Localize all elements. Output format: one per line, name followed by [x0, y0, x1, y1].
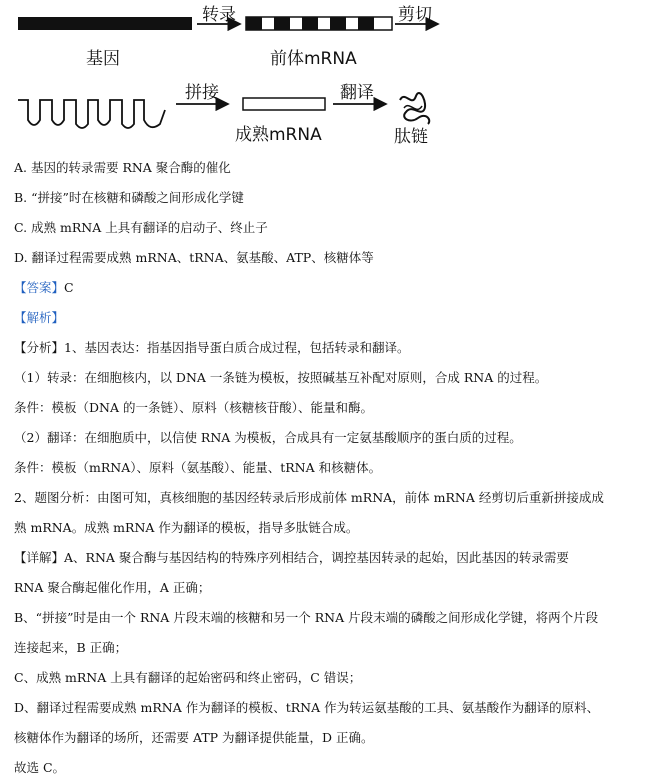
- paragraph-line: RNA 聚合酶起催化作用，A 正确；: [14, 580, 211, 595]
- label-mature-mrna: 成熟mRNA: [235, 125, 322, 145]
- label-splicing: 拼接: [185, 83, 219, 103]
- paragraph-line: D、翻译过程需要成熟 mRNA 作为翻译的模板、tRNA 作为转运氨基酸的工具、氨基酸作为翻译的原料、: [14, 700, 600, 715]
- paragraph-line: （2）翻译：在细胞质中，以信使 RNA 为模板，合成具有一定氨基酸顺序的蛋白质的过程。: [14, 430, 522, 445]
- option-c: C. 成熟 mRNA 上具有翻译的启动子、终止子: [14, 220, 268, 235]
- option-b: B. “拼接”时在核糖和磷酸之间形成化学键: [14, 190, 244, 205]
- paragraph-line: B、“拼接”时是由一个 RNA 片段末端的核糖和另一个 RNA 片段末端的磷酸之间形成化学键，将两个片段: [14, 610, 599, 625]
- splicing-loops: [18, 100, 165, 128]
- option-a: A. 基因的转录需要 RNA 聚合酶的催化: [14, 160, 231, 175]
- label-cutting: 剪切: [398, 5, 432, 25]
- diagram-graphics: [0, 0, 665, 150]
- gene-bar: [18, 17, 192, 30]
- mature-mrna-bar: [243, 98, 325, 110]
- paragraph-line: 条件：模板（DNA 的一条链）、原料（核糖核苷酸）、能量和酶。: [14, 400, 373, 415]
- answer-tag: 【答案】: [14, 280, 65, 295]
- label-gene: 基因: [86, 49, 120, 69]
- pre-mrna-bar: [246, 17, 392, 30]
- paragraph-line: 熟 mRNA。成熟 mRNA 作为翻译的模板，指导多肽链合成。: [14, 520, 359, 535]
- paragraph-line: C、成熟 mRNA 上具有翻译的起始密码和终止密码，C 错误；: [14, 670, 362, 685]
- label-pre-mrna: 前体mRNA: [270, 49, 357, 69]
- paragraph-line: 连接起来，B 正确；: [14, 640, 128, 655]
- paragraph-line: 条件：模板（mRNA）、原料（氨基酸）、能量、tRNA 和核糖体。: [14, 460, 382, 475]
- label-translation: 翻译: [340, 83, 374, 103]
- paragraph-line: 核糖体作为翻译的场所，还需要 ATP 为翻译提供能量，D 正确。: [14, 730, 374, 745]
- conclusion-line: 故选 C。: [14, 760, 66, 775]
- option-d: D. 翻译过程需要成熟 mRNA、tRNA、氨基酸、ATP、核糖体等: [14, 250, 374, 265]
- paragraph-line: （1）转录：在细胞核内，以 DNA 一条链为模板，按照碱基互补配对原则，合成 RNA 的过程。: [14, 370, 548, 385]
- answer-line: [14, 280, 74, 296]
- analysis-tag: 【解析】: [14, 310, 65, 325]
- label-peptide: 肽链: [394, 127, 428, 147]
- gene-expression-diagram: [0, 0, 665, 150]
- paragraph-line: 【分析】1、基因表达：指基因指导蛋白质合成过程，包括转录和翻译。: [14, 340, 410, 355]
- paragraph-line: 2、题图分析：由图可知，真核细胞的基因经转录后形成前体 mRNA，前体 mRNA 经剪切后重新拼接成成: [14, 490, 604, 505]
- answer-value: C: [64, 280, 74, 295]
- label-transcription: 转录: [202, 5, 236, 25]
- paragraph-line: 【详解】A、RNA 聚合酶与基因结构的特殊序列相结合，调控基因转录的起始，因此基因的转录需要: [14, 550, 569, 565]
